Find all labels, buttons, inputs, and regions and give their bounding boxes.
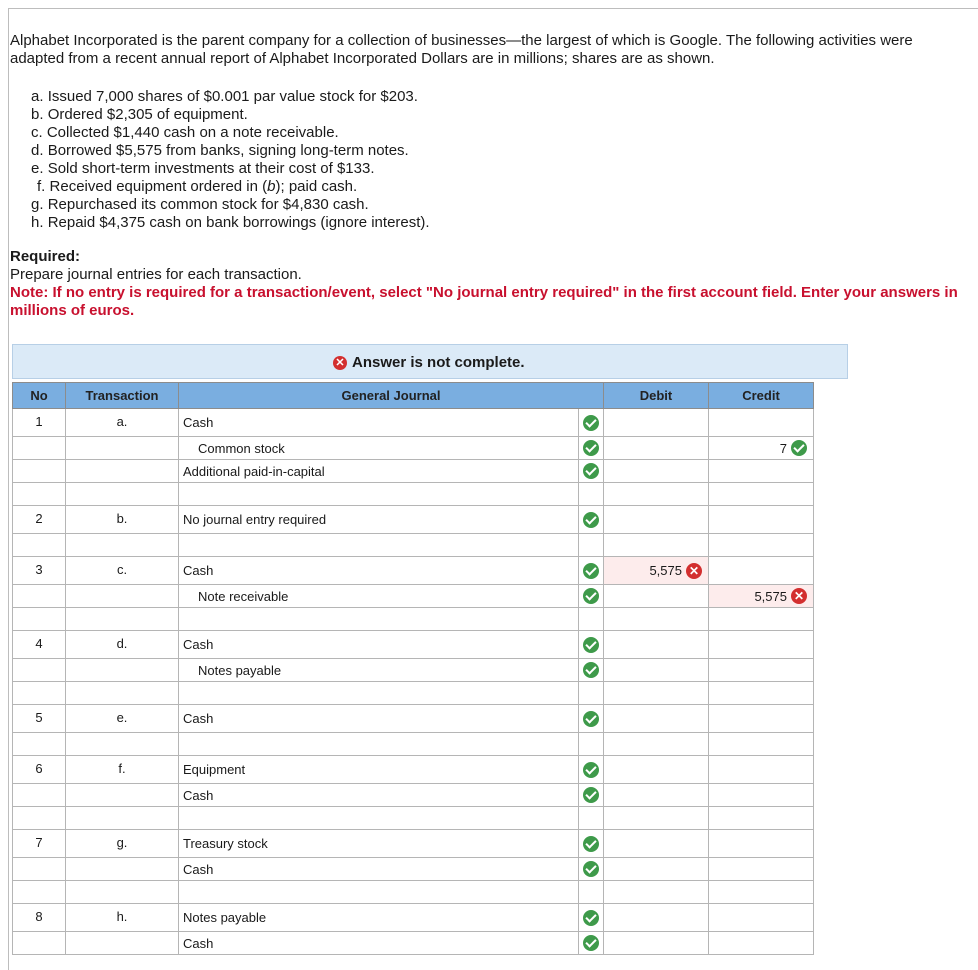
validation-cell (579, 483, 604, 506)
debit-field[interactable] (604, 830, 709, 858)
validation-cell (579, 932, 604, 955)
credit-field[interactable] (709, 858, 814, 881)
validation-cell (579, 437, 604, 460)
transaction-item: b. Ordered $2,305 of equipment. (31, 106, 248, 123)
credit-field[interactable] (709, 659, 814, 682)
debit-field[interactable] (604, 784, 709, 807)
validation-cell (579, 631, 604, 659)
error-x-icon: ✕ (791, 588, 807, 604)
entry-number (13, 881, 66, 904)
error-x-icon: ✕ (686, 563, 702, 579)
credit-value: 5,575 (754, 588, 787, 604)
entry-number: 1 (13, 409, 66, 437)
entry-number: 8 (13, 904, 66, 932)
entry-transaction (66, 585, 179, 608)
debit-field[interactable] (604, 932, 709, 955)
validation-cell (579, 460, 604, 483)
debit-field[interactable] (604, 881, 709, 904)
credit-field[interactable] (709, 733, 814, 756)
entry-number (13, 483, 66, 506)
entry-transaction (66, 460, 179, 483)
credit-field[interactable] (709, 460, 814, 483)
page-border-top (8, 8, 978, 9)
account-field[interactable]: Additional paid-in-capital (179, 460, 579, 483)
general-journal-table (12, 382, 814, 955)
entry-transaction: h. (66, 904, 179, 932)
transaction-item: f. Received equipment ordered in (b); paid cash. (37, 178, 358, 195)
debit-field[interactable] (604, 409, 709, 437)
debit-field[interactable] (604, 631, 709, 659)
check-icon (583, 910, 599, 926)
debit-field[interactable] (604, 705, 709, 733)
account-field[interactable]: Note receivable (179, 585, 579, 608)
journal-row (13, 483, 814, 506)
validation-cell (579, 881, 604, 904)
account-field[interactable]: Cash (179, 784, 579, 807)
credit-field[interactable] (709, 881, 814, 904)
answer-status-banner (12, 344, 848, 379)
transaction-list (31, 88, 430, 232)
entry-transaction (66, 682, 179, 705)
credit-field[interactable] (709, 932, 814, 955)
journal-row (13, 756, 814, 784)
entry-transaction (66, 784, 179, 807)
entry-transaction (66, 659, 179, 682)
credit-field[interactable] (709, 506, 814, 534)
validation-cell (579, 585, 604, 608)
journal-row (13, 631, 814, 659)
debit-field[interactable] (604, 682, 709, 705)
check-icon (583, 637, 599, 653)
check-icon (583, 563, 599, 579)
entry-transaction (66, 608, 179, 631)
check-icon (583, 440, 599, 456)
debit-field[interactable] (604, 608, 709, 631)
credit-field[interactable] (709, 483, 814, 506)
check-icon (583, 512, 599, 528)
entry-transaction: c. (66, 557, 179, 585)
journal-row (13, 830, 814, 858)
validation-cell (579, 608, 604, 631)
account-field[interactable]: Equipment (179, 756, 579, 784)
journal-row (13, 506, 814, 534)
transaction-item: g. Repurchased its common stock for $4,830 cash. (31, 196, 369, 213)
credit-field[interactable] (709, 830, 814, 858)
transaction-item: a. Issued 7,000 shares of $0.001 par value stock for $203. (31, 88, 418, 105)
entry-number: 5 (13, 705, 66, 733)
validation-cell (579, 534, 604, 557)
validation-cell (579, 756, 604, 784)
debit-field[interactable] (604, 904, 709, 932)
journal-row (13, 659, 814, 682)
entry-transaction (66, 483, 179, 506)
entry-number: 2 (13, 506, 66, 534)
account-field[interactable]: Cash (179, 932, 579, 955)
validation-cell (579, 682, 604, 705)
validation-cell (579, 858, 604, 881)
journal-row (13, 682, 814, 705)
entry-transaction: a. (66, 409, 179, 437)
required-text: Prepare journal entries for each transaction. (10, 266, 302, 283)
instruction-note: Note: If no entry is required for a transaction/event, select "No journal entry required" in the first account field. Enter your answers in millions of euros. (10, 284, 958, 319)
credit-field[interactable] (709, 534, 814, 557)
account-field[interactable]: Cash (179, 631, 579, 659)
journal-row (13, 881, 814, 904)
check-icon (583, 711, 599, 727)
entry-number (13, 460, 66, 483)
check-icon (583, 588, 599, 604)
entry-transaction (66, 534, 179, 557)
account-field[interactable]: Common stock (179, 437, 579, 460)
entry-transaction: f. (66, 756, 179, 784)
journal-row (13, 904, 814, 932)
account-field[interactable] (179, 733, 579, 756)
journal-row (13, 608, 814, 631)
credit-field[interactable] (709, 409, 814, 437)
validation-cell (579, 807, 604, 830)
header-general-journal: General Journal (179, 383, 604, 409)
check-icon (583, 861, 599, 877)
debit-field[interactable] (604, 534, 709, 557)
debit-field[interactable] (604, 506, 709, 534)
error-x-icon: ✕ (333, 356, 347, 370)
account-field[interactable] (179, 881, 579, 904)
entry-transaction: e. (66, 705, 179, 733)
check-icon (583, 935, 599, 951)
account-field[interactable] (179, 534, 579, 557)
validation-cell (579, 557, 604, 585)
credit-field[interactable] (709, 904, 814, 932)
account-field[interactable]: Cash (179, 409, 579, 437)
entry-transaction (66, 437, 179, 460)
transaction-item: e. Sold short-term investments at their cost of $133. (31, 160, 375, 177)
journal-row (13, 705, 814, 733)
journal-row (13, 807, 814, 830)
entry-number (13, 534, 66, 557)
validation-cell (579, 705, 604, 733)
entry-number (13, 733, 66, 756)
validation-cell (579, 830, 604, 858)
journal-row (13, 409, 814, 437)
entry-number: 3 (13, 557, 66, 585)
debit-field[interactable] (604, 807, 709, 830)
credit-value: 7 (779, 440, 787, 456)
credit-field[interactable] (709, 585, 814, 608)
journal-row (13, 460, 814, 483)
credit-field[interactable] (709, 807, 814, 830)
debit-field[interactable] (604, 557, 709, 585)
debit-field[interactable] (604, 858, 709, 881)
entry-number (13, 659, 66, 682)
debit-field[interactable] (604, 585, 709, 608)
header-no: No (13, 383, 66, 409)
entry-transaction (66, 733, 179, 756)
credit-field[interactable] (709, 705, 814, 733)
transaction-item: h. Repaid $4,375 cash on bank borrowings (ignore interest). (31, 214, 430, 231)
check-icon (583, 762, 599, 778)
debit-field[interactable] (604, 483, 709, 506)
journal-row (13, 534, 814, 557)
validation-cell (579, 904, 604, 932)
credit-field[interactable] (709, 784, 814, 807)
check-icon (583, 463, 599, 479)
account-field[interactable] (179, 483, 579, 506)
credit-field[interactable] (709, 756, 814, 784)
check-icon (583, 662, 599, 678)
account-field[interactable]: Treasury stock (179, 830, 579, 858)
entry-transaction (66, 881, 179, 904)
validation-cell (579, 784, 604, 807)
entry-transaction (66, 932, 179, 955)
entry-number (13, 585, 66, 608)
journal-row (13, 557, 814, 585)
account-field[interactable] (179, 807, 579, 830)
validation-cell (579, 506, 604, 534)
entry-number: 4 (13, 631, 66, 659)
credit-field[interactable] (709, 437, 814, 460)
entry-transaction (66, 807, 179, 830)
check-icon (583, 836, 599, 852)
account-field[interactable] (179, 608, 579, 631)
debit-field[interactable] (604, 437, 709, 460)
transaction-item: c. Collected $1,440 cash on a note receivable. (31, 124, 339, 141)
debit-field[interactable] (604, 756, 709, 784)
answer-status-text: Answer is not complete. (352, 354, 525, 371)
header-transaction: Transaction (66, 383, 179, 409)
journal-row (13, 585, 814, 608)
check-icon (791, 440, 807, 456)
account-field[interactable] (179, 682, 579, 705)
entry-number (13, 682, 66, 705)
debit-value: 5,575 (649, 563, 682, 579)
entry-number (13, 807, 66, 830)
entry-number (13, 608, 66, 631)
account-field[interactable]: Notes payable (179, 659, 579, 682)
debit-field[interactable] (604, 460, 709, 483)
entry-number (13, 932, 66, 955)
entry-number (13, 437, 66, 460)
journal-row (13, 784, 814, 807)
credit-field[interactable] (709, 631, 814, 659)
header-debit: Debit (604, 383, 709, 409)
entry-transaction: b. (66, 506, 179, 534)
validation-cell (579, 659, 604, 682)
entry-number (13, 858, 66, 881)
entry-number (13, 784, 66, 807)
journal-row (13, 858, 814, 881)
entry-number: 7 (13, 830, 66, 858)
journal-row (13, 932, 814, 955)
entry-transaction: g. (66, 830, 179, 858)
debit-field[interactable] (604, 733, 709, 756)
account-field[interactable]: Cash (179, 858, 579, 881)
credit-field[interactable] (709, 608, 814, 631)
account-field[interactable]: Cash (179, 557, 579, 585)
required-heading: Required: (10, 248, 81, 265)
debit-field[interactable] (604, 659, 709, 682)
entry-number: 6 (13, 756, 66, 784)
entry-transaction (66, 858, 179, 881)
entry-transaction: d. (66, 631, 179, 659)
transaction-item: d. Borrowed $5,575 from banks, signing long-term notes. (31, 142, 409, 159)
page-border-left (8, 8, 9, 970)
credit-field[interactable] (709, 557, 814, 585)
validation-cell (579, 409, 604, 437)
credit-field[interactable] (709, 682, 814, 705)
journal-row (13, 437, 814, 460)
account-field[interactable]: Notes payable (179, 904, 579, 932)
problem-intro: Alphabet Incorporated is the parent company for a collection of businesses—the largest of which is Google. The following activities were adapted from a recent annual report of Alphabet Incorporated Dollars are in millions; shares are as shown. (10, 32, 913, 67)
account-field[interactable]: No journal entry required (179, 506, 579, 534)
journal-row (13, 733, 814, 756)
check-icon (583, 415, 599, 431)
account-field[interactable]: Cash (179, 705, 579, 733)
validation-cell (579, 733, 604, 756)
header-credit: Credit (709, 383, 814, 409)
check-icon (583, 787, 599, 803)
